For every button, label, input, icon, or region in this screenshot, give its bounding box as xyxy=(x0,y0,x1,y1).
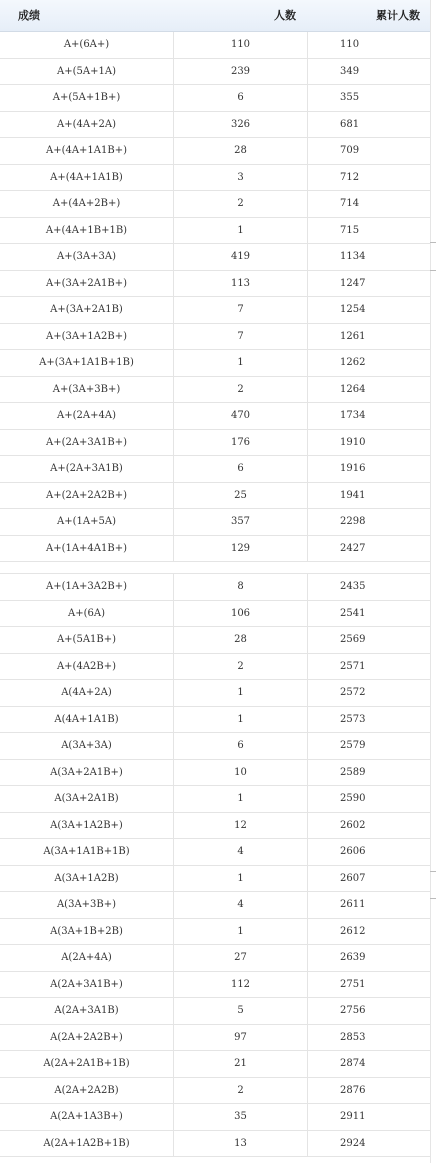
table-row xyxy=(0,165,430,192)
count-cell: 129 xyxy=(173,536,308,562)
table-row xyxy=(0,627,430,654)
grade-cell: A+(2A+2A2B+) xyxy=(45,489,128,501)
cumulative-cell: 2602 xyxy=(340,819,366,831)
count-cell: 357 xyxy=(173,509,308,535)
count-cell: 2 xyxy=(173,191,308,217)
cumulative-cell: 2571 xyxy=(340,660,366,672)
grade-cell: A+(3A+2A1B) xyxy=(50,304,123,315)
table-row xyxy=(0,813,430,840)
table-row xyxy=(0,59,430,86)
grade-cell: A(2A+3A1B) xyxy=(54,1005,119,1016)
table-row xyxy=(0,324,430,351)
cumulative-cell: 2573 xyxy=(340,713,366,725)
table-row xyxy=(0,32,430,59)
grade-cell: A+(6A+) xyxy=(63,39,110,50)
grade-cell: A+(3A+3A) xyxy=(57,251,116,262)
count-cell: 97 xyxy=(173,1025,308,1051)
count-cell: 326 xyxy=(173,112,308,138)
count-cell: 27 xyxy=(173,945,308,971)
grade-cell: A(3A+2A1B+) xyxy=(50,766,123,778)
count-cell: 6 xyxy=(173,456,308,482)
grade-cell: A(3A+1A2B+) xyxy=(50,819,123,831)
cumulative-cell: 1134 xyxy=(340,251,366,262)
table-header xyxy=(0,0,430,32)
table-row xyxy=(0,1078,430,1105)
cumulative-cell: 1254 xyxy=(340,304,366,315)
cumulative-cell: 2607 xyxy=(340,872,366,884)
count-cell: 239 xyxy=(173,59,308,85)
grade-cell: A+(3A+1A2B+) xyxy=(45,330,128,342)
grade-cell: A+(5A1B+) xyxy=(56,634,117,645)
cumulative-cell: 2756 xyxy=(340,1005,366,1016)
count-cell: 2 xyxy=(173,1078,308,1104)
grade-cell: A(2A+3A1B+) xyxy=(50,978,123,990)
table-row xyxy=(0,483,430,510)
table-row xyxy=(0,218,430,245)
cumulative-cell: 1262 xyxy=(340,357,366,368)
grade-cell: A(3A+1B+2B) xyxy=(50,925,123,937)
table-row xyxy=(0,866,430,893)
grade-cell: A(2A+1A3B+) xyxy=(50,1111,123,1122)
table-row xyxy=(0,191,430,218)
cumulative-cell: 2590 xyxy=(340,793,366,804)
cumulative-cell: 2911 xyxy=(340,1111,366,1122)
grade-cell: A+(1A+3A2B+) xyxy=(45,581,128,592)
count-cell: 10 xyxy=(173,760,308,786)
cumulative-cell: 110 xyxy=(340,39,360,50)
count-cell: 1 xyxy=(173,218,308,244)
cumulative-cell: 712 xyxy=(340,171,360,183)
grade-cell: A+(6A) xyxy=(68,607,105,619)
grade-cell: A(3A+3A) xyxy=(61,740,112,751)
edge-mark xyxy=(430,270,436,271)
count-cell: 1 xyxy=(173,350,308,376)
count-cell: 6 xyxy=(173,733,308,759)
cumulative-cell: 1734 xyxy=(340,410,366,421)
table-row xyxy=(0,138,430,165)
cumulative-cell: 709 xyxy=(340,145,360,156)
grade-cell: A+(5A+1A) xyxy=(57,65,116,77)
table-row xyxy=(0,654,430,681)
table-row xyxy=(0,377,430,404)
table-row xyxy=(0,892,430,919)
grade-cell: A(3A+3B+) xyxy=(56,899,117,910)
count-cell: 6 xyxy=(173,85,308,111)
header-cumulative: 累计人数 xyxy=(376,9,420,22)
cumulative-cell: 2853 xyxy=(340,1031,366,1043)
grade-cell: A(3A+1A1B+1B) xyxy=(43,846,130,857)
table-row xyxy=(0,350,430,377)
grade-cell: A(2A+4A) xyxy=(61,952,112,963)
count-cell: 470 xyxy=(173,403,308,429)
count-cell: 1 xyxy=(173,680,308,706)
table-row xyxy=(0,601,430,628)
grade-cell: A+(4A+2A) xyxy=(57,118,116,130)
count-cell: 21 xyxy=(173,1051,308,1077)
cumulative-cell: 2874 xyxy=(340,1058,366,1069)
grade-cell: A+(2A+3A1B) xyxy=(50,463,123,474)
header-grade: 成绩 xyxy=(18,9,40,22)
table-row xyxy=(0,1131,430,1158)
cumulative-cell: 2572 xyxy=(340,687,366,698)
count-cell: 5 xyxy=(173,998,308,1024)
table-row xyxy=(0,786,430,813)
table-row xyxy=(0,733,430,760)
count-cell: 35 xyxy=(173,1104,308,1130)
table-row xyxy=(0,536,430,563)
cumulative-cell: 2924 xyxy=(340,1137,366,1149)
header-count: 人数 xyxy=(274,9,296,22)
table-row xyxy=(0,85,430,112)
cumulative-cell: 2435 xyxy=(340,581,366,592)
count-cell: 4 xyxy=(173,892,308,918)
grade-cell: A(2A+2A2B) xyxy=(54,1084,119,1096)
grade-cell: A(2A+1A2B+1B) xyxy=(43,1137,130,1149)
count-cell: 1 xyxy=(173,866,308,892)
count-cell: 1 xyxy=(173,707,308,733)
cumulative-cell: 2427 xyxy=(340,542,366,554)
cumulative-cell: 2876 xyxy=(340,1084,366,1096)
table-row xyxy=(0,839,430,866)
count-cell: 7 xyxy=(173,297,308,323)
count-cell: 3 xyxy=(173,165,308,191)
grade-cell: A+(2A+4A) xyxy=(57,410,116,421)
table-row xyxy=(0,1104,430,1131)
cumulative-cell: 2541 xyxy=(340,607,366,619)
table-body-part2 xyxy=(0,574,430,1157)
edge-mark xyxy=(430,871,436,872)
cumulative-cell: 2611 xyxy=(340,899,366,910)
count-cell: 28 xyxy=(173,138,308,164)
grade-cell: A+(2A+3A1B+) xyxy=(45,436,128,448)
table-row xyxy=(0,403,430,430)
count-cell: 112 xyxy=(173,972,308,998)
grade-cell: A+(4A2B+) xyxy=(56,660,117,672)
table-row xyxy=(0,998,430,1025)
cumulative-cell: 1941 xyxy=(340,489,366,501)
count-cell: 176 xyxy=(173,430,308,456)
table-row xyxy=(0,760,430,787)
grade-cell: A+(5A+1B+) xyxy=(52,92,121,103)
edge-mark xyxy=(430,242,436,243)
cumulative-cell: 715 xyxy=(340,224,360,236)
table-row xyxy=(0,574,430,601)
count-cell: 2 xyxy=(173,377,308,403)
cumulative-cell: 2606 xyxy=(340,846,366,857)
edge-mark xyxy=(430,898,436,899)
cumulative-cell: 2751 xyxy=(340,978,366,990)
grade-cell: A(4A+2A) xyxy=(61,687,112,698)
count-cell: 25 xyxy=(173,483,308,509)
table-row xyxy=(0,509,430,536)
cumulative-cell: 1247 xyxy=(340,277,366,289)
table-row xyxy=(0,297,430,324)
count-cell: 106 xyxy=(173,601,308,627)
page-break-gap xyxy=(0,562,430,574)
table-row xyxy=(0,456,430,483)
grade-cell: A+(3A+2A1B+) xyxy=(45,277,128,289)
grade-cell: A(3A+2A1B) xyxy=(54,793,119,804)
grade-cell: A(3A+1A2B) xyxy=(54,872,119,884)
table-row xyxy=(0,972,430,999)
cumulative-cell: 2298 xyxy=(340,516,366,527)
table-row xyxy=(0,271,430,298)
cumulative-cell: 1264 xyxy=(340,383,366,395)
count-cell: 1 xyxy=(173,786,308,812)
grade-cell: A+(1A+4A1B+) xyxy=(45,542,128,554)
count-cell: 2 xyxy=(173,654,308,680)
grade-cell: A+(3A+1A1B+1B) xyxy=(39,357,134,368)
grade-cell: A+(4A+2B+) xyxy=(52,198,121,209)
grade-cell: A(2A+2A2B+) xyxy=(50,1031,123,1043)
count-cell: 1 xyxy=(173,919,308,945)
table-row xyxy=(0,244,430,271)
table-body-part1 xyxy=(0,32,430,562)
count-cell: 4 xyxy=(173,839,308,865)
grade-cell: A(2A+2A1B+1B) xyxy=(43,1058,130,1069)
table-row xyxy=(0,112,430,139)
grade-cell: A+(4A+1A1B+) xyxy=(45,145,128,156)
count-cell: 12 xyxy=(173,813,308,839)
table-row xyxy=(0,430,430,457)
count-cell: 419 xyxy=(173,244,308,270)
cumulative-cell: 2569 xyxy=(340,634,366,645)
cumulative-cell: 2639 xyxy=(340,952,366,963)
cumulative-cell: 349 xyxy=(340,65,360,77)
table-row xyxy=(0,945,430,972)
count-cell: 7 xyxy=(173,324,308,350)
count-cell: 28 xyxy=(173,627,308,653)
grade-cell: A+(3A+3B+) xyxy=(52,383,121,395)
table-row xyxy=(0,1025,430,1052)
table-row xyxy=(0,707,430,734)
table-row xyxy=(0,680,430,707)
count-cell: 110 xyxy=(173,32,308,58)
grade-cell: A+(4A+1B+1B) xyxy=(45,224,128,236)
grade-cell: A(4A+1A1B) xyxy=(54,713,119,725)
cumulative-cell: 2612 xyxy=(340,925,366,937)
cumulative-cell: 1916 xyxy=(340,463,366,474)
count-cell: 13 xyxy=(173,1131,308,1157)
cumulative-cell: 2589 xyxy=(340,766,366,778)
cumulative-cell: 681 xyxy=(340,118,360,130)
cumulative-cell: 714 xyxy=(340,198,360,209)
table-row xyxy=(0,1051,430,1078)
table-row xyxy=(0,919,430,946)
cumulative-cell: 1910 xyxy=(340,436,366,448)
cumulative-cell: 2579 xyxy=(340,740,366,751)
grade-cell: A+(4A+1A1B) xyxy=(50,171,123,183)
count-cell: 8 xyxy=(173,574,308,600)
grade-cell: A+(1A+5A) xyxy=(57,516,116,527)
cumulative-cell: 355 xyxy=(340,92,360,103)
count-cell: 113 xyxy=(173,271,308,297)
cumulative-cell: 1261 xyxy=(340,330,366,342)
